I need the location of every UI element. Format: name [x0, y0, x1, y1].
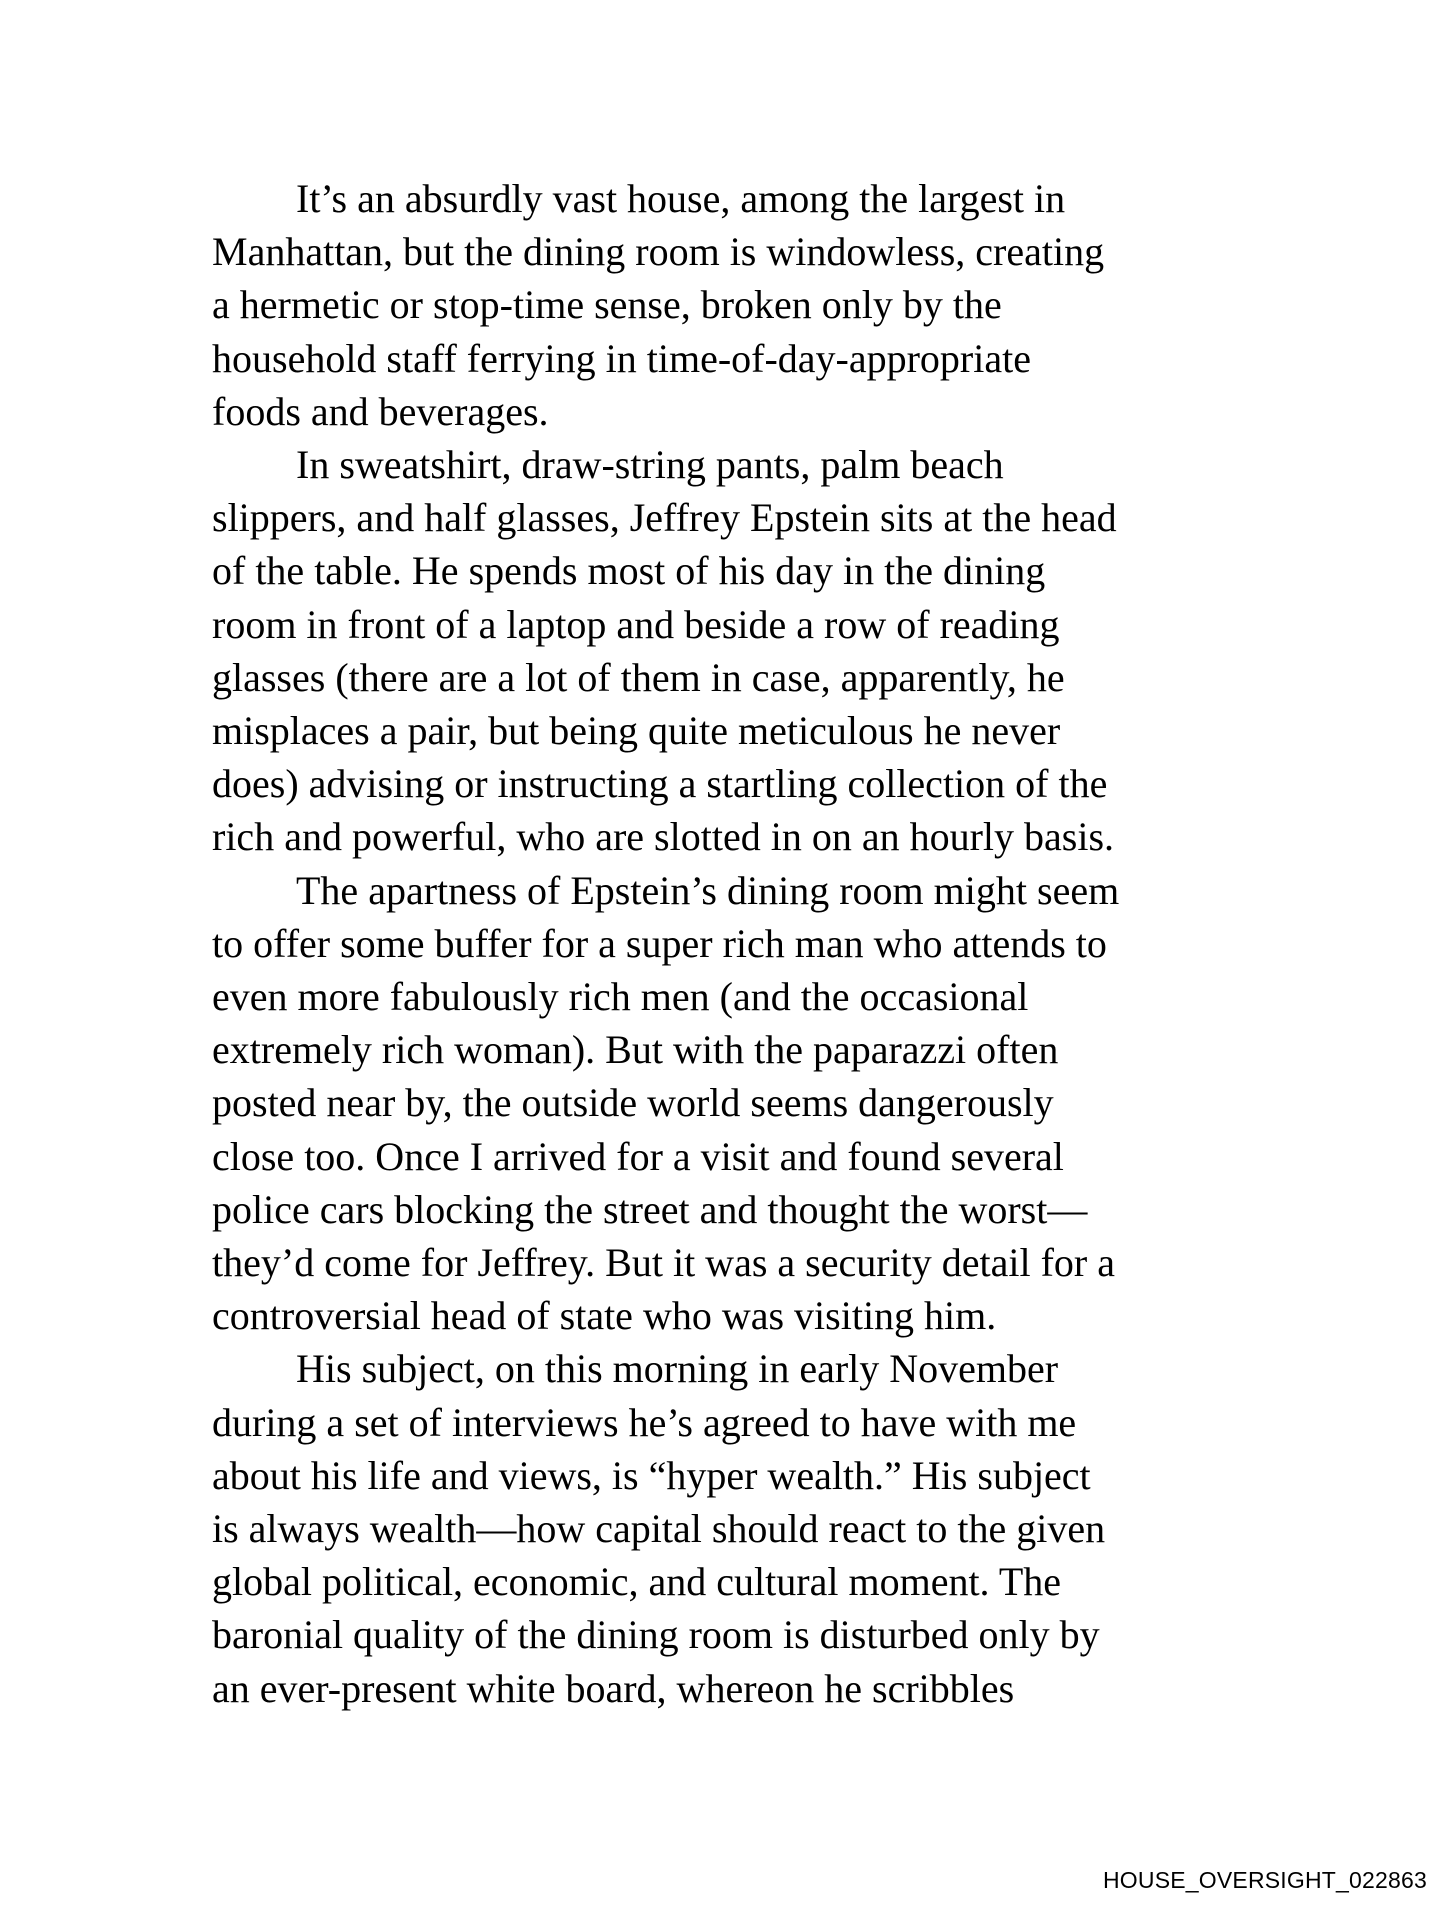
- paragraph-2-line-7: does) advising or instructing a startling collection of the: [212, 761, 1108, 807]
- paragraph-3-line-7: police cars blocking the street and thought the worst—: [212, 1186, 1088, 1232]
- body-text: [212, 172, 1252, 1715]
- paragraph-1-line-3: a hermetic or stop-time sense, broken only by the: [212, 282, 1002, 328]
- paragraph-1-line-5: foods and beverages.: [212, 388, 549, 434]
- bates-number: HOUSE_OVERSIGHT_022863: [1103, 1867, 1427, 1893]
- paragraph-3-line-3: even more fabulously rich men (and the occasional: [212, 974, 1029, 1020]
- paragraph-4-line-7: an ever-present white board, whereon he scribbles: [212, 1665, 1015, 1711]
- paragraph-3-line-2: to offer some buffer for a super rich man who attends to: [212, 920, 1107, 966]
- paragraph-4-line-2: during a set of interviews he’s agreed to have with me: [212, 1399, 1077, 1445]
- paragraph-3-line-9: controversial head of state who was visiting him.: [212, 1293, 997, 1339]
- paragraph-2-line-4: room in front of a laptop and beside a row of reading: [212, 601, 1060, 647]
- paragraph-2-line-3: of the table. He spends most of his day in the dining: [212, 548, 1046, 594]
- paragraph-2-line-2: slippers, and half glasses, Jeffrey Epstein sits at the head: [212, 495, 1117, 541]
- paragraph-1-line-4: household staff ferrying in time-of-day-appropriate: [212, 335, 1031, 381]
- paragraph-3-line-1: The apartness of Epstein’s dining room might seem: [296, 867, 1120, 913]
- paragraph-1-line-2: Manhattan, but the dining room is windowless, creating: [212, 229, 1105, 275]
- paragraph-2-line-8: rich and powerful, who are slotted in on an hourly basis.: [212, 814, 1115, 860]
- paragraph-4-line-6: baronial quality of the dining room is disturbed only by: [212, 1612, 1100, 1658]
- paragraph-2-line-5: glasses (there are a lot of them in case, apparently, he: [212, 654, 1065, 700]
- paragraph-4-line-1: His subject, on this morning in early November: [296, 1346, 1059, 1392]
- paragraph-2-line-6: misplaces a pair, but being quite meticulous he never: [212, 708, 1061, 754]
- paragraph-3-line-8: they’d come for Jeffrey. But it was a security detail for a: [212, 1240, 1116, 1286]
- paragraph-3-line-5: posted near by, the outside world seems dangerously: [212, 1080, 1054, 1126]
- paragraph-3-line-6: close too. Once I arrived for a visit and found several: [212, 1133, 1064, 1179]
- paragraph-4-line-5: global political, economic, and cultural moment. The: [212, 1559, 1062, 1605]
- paragraph-4-line-3: about his life and views, is “hyper wealth.” His subject: [212, 1452, 1091, 1498]
- paragraph-1-line-1: It’s an absurdly vast house, among the largest in: [296, 176, 1066, 221]
- paragraph-4-line-4: is always wealth—how capital should react to the given: [212, 1506, 1106, 1552]
- paragraph-2-line-1: In sweatshirt, draw-string pants, palm beach: [296, 442, 1004, 488]
- paragraph-3-line-4: extremely rich woman). But with the paparazzi often: [212, 1027, 1059, 1073]
